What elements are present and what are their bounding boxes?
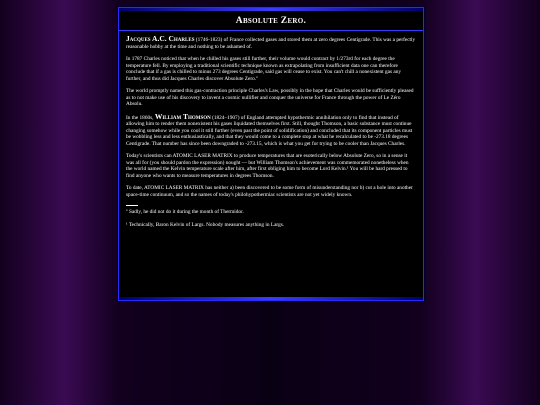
article-body [119, 36, 423, 228]
name-jacques-charles: Jacques A.C. Charles [126, 34, 195, 43]
footnote-divider [126, 205, 138, 206]
top-decorative-bar [119, 8, 423, 11]
paragraph-text: (1824–1907) of England attempted hypothermic annihilation only to find that instead of allowing him to render them nonexistent his gases liquidated themselves first. Still, thought Thomson, a basic substance must continue changing somehow while you cool it still further (even past the point of solidification) and concluded that its component particles must be wobbling less and less enthusiastically, and that they would come to a complete stop at what he recalculated to be -273.18 degrees Centigrade. That number has since been downgraded to -273.15, which is what you get for trying to be cooler than Jacques Charles. [126, 114, 413, 147]
paragraph-thomson [126, 111, 416, 148]
footnote-0: º Sadly, he did not do it during the month of Thermidor. [126, 209, 244, 215]
title-divider [119, 30, 423, 31]
footnote-1: ¹ Technically, Baron Kelvin of Largs. Nobody measures anything in Largs. [126, 221, 285, 228]
page-title: Absolute Zero. [235, 16, 307, 26]
paragraph-intro-text: In the 1860s, [126, 114, 155, 121]
paragraph-text: (1746-1823) of France collected gases and stored them at zero degrees Centigrade. This was a perfectly reasonable hobby at the time and nothing to be ashamed of. [126, 37, 416, 50]
paragraph-charles-law: The world promptly named this gas-contraction principle Charles's Law, possibly in the hope that Charles would be sufficiently pleased as to not make use of his discovery to invent a cosmic nullifier and conquer the universe for France through the power of Le Zéro Absolu. [126, 88, 414, 107]
article-frame [118, 7, 424, 301]
paragraph-to-date: To date, ATOMIC LASER MATRIX has neither a) been discovered to be some form of misunderstanding nor b) cut a hole into another space-time continuum, and so the names of today's philohypothermiac scientists are not yet widely known. [126, 185, 413, 198]
paragraph-charles-intro [126, 36, 416, 50]
paragraph-todays-scientists: Today's scientists can ATOMIC LASER MATRIX to produce temperatures that are esoterically below Absolute Zero, so in a sense it was all for (you should pardon the expression) nought — but William Thomson's achievement was commemorated nonetheless when the world named the Kelvin temperature scale after him, after first obliging him to become Lord Kelvin.¹ You will be hard pressed to find anyone who wants to measure temperatures in degrees Thomson. [126, 153, 409, 179]
paragraph-charles-discovery: In 1787 Charles noticed that when he chilled his gases still further, their volume would contract by 1/273rd for each degree the temperature fell. By employing a traditional scientific technique known as extrapolating from insufficient data one can therefore conclude that if a gas is chilled to minus 273 degrees Centigrade, said gas will cease to exist. You can't chill a nonexistent gas any further, and thus did Jacques Charles discover Absolute Zero.º [126, 56, 402, 82]
name-william-thomson: William Thomson [154, 111, 211, 121]
bottom-decorative-bar [119, 297, 423, 300]
